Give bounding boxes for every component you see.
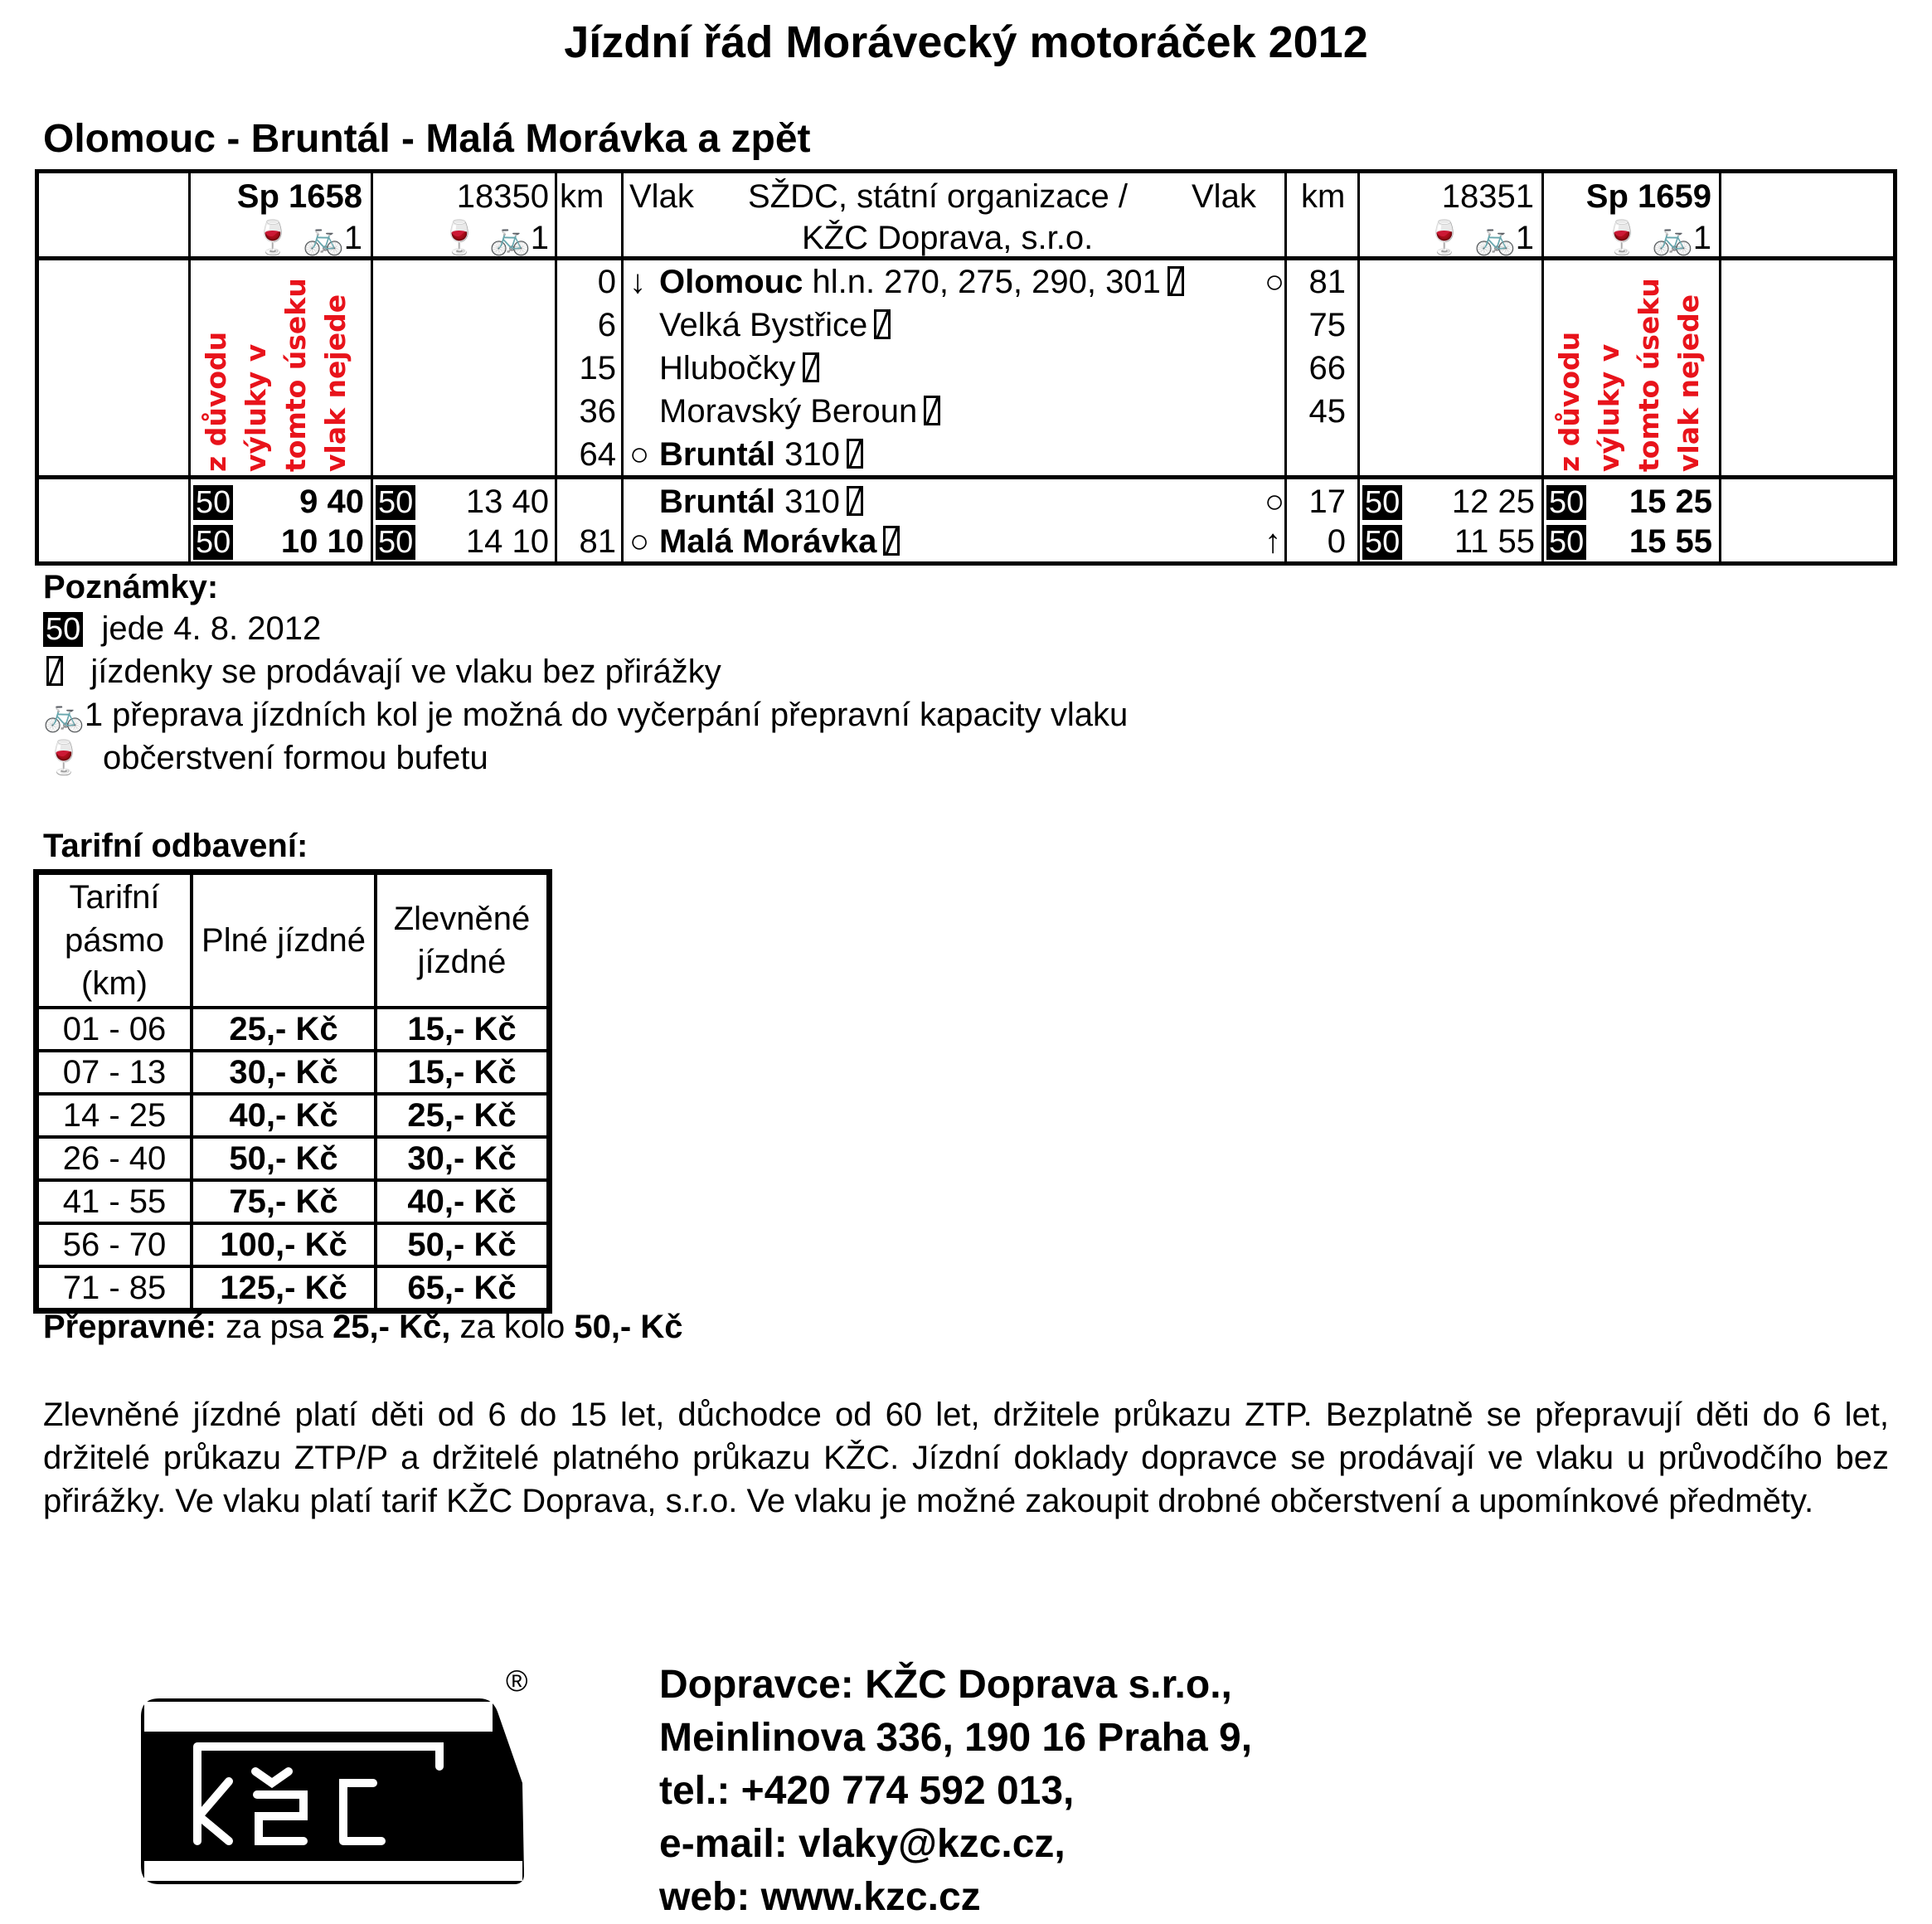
station-bruntal-2: Bruntál 310 [659, 480, 863, 523]
timetable [35, 169, 1897, 566]
time-value: 10 10 [280, 523, 364, 560]
badge-50: 50 [1546, 525, 1586, 560]
station-moravsky-beroun: Moravský Beroun [659, 390, 940, 433]
ticket-icon [874, 309, 891, 339]
ticket-icon [924, 396, 940, 425]
carrier-name: Dopravce: KŽC Doprava s.r.o., [659, 1663, 1232, 1707]
note-item: 🚲1 přeprava jízdních kol je možná do vyčerpání přepravní kapacity vlaku [43, 697, 1129, 733]
km-value: 66 [1308, 350, 1346, 386]
operator-line2: KŽC Doprava, s.r.o. [802, 220, 1094, 256]
registered-mark: ® [506, 1664, 528, 1698]
carrier-phone: tel.: +420 774 592 013, [659, 1769, 1075, 1813]
train-icons: 🍷 🚲1 [439, 220, 549, 256]
table-row: 71 - 85 125,- Kč 65,- Kč [36, 1266, 550, 1311]
badge-50: 50 [376, 525, 415, 560]
badge-50: 50 [193, 525, 233, 560]
km-header: km [560, 178, 604, 215]
station-hlubocky: Hlubočky [659, 347, 819, 390]
ticket-icon [847, 439, 863, 469]
column-header: Tarifní pásmo (km) [36, 872, 192, 1008]
km-value: 45 [1308, 393, 1346, 430]
km-value: 64 [579, 436, 616, 473]
ticket-icon [46, 656, 63, 686]
vlak-right: Vlak [1192, 178, 1256, 215]
tariff-table [33, 869, 552, 1314]
note-item: 50 jede 4. 8. 2012 [43, 607, 321, 650]
train-icons: 🍷 🚲1 [252, 220, 362, 256]
table-row: 07 - 13 30,- Kč 15,- Kč [36, 1051, 550, 1094]
train-icons: 🍷 🚲1 [1424, 220, 1534, 256]
badge-50: 50 [1362, 485, 1402, 520]
km-header-right: km [1301, 178, 1346, 215]
note-item: jízdenky se prodávají ve vlaku bez přirážky [43, 650, 721, 693]
closure-note-back: z důvodu výluky v tomto úseku vlak nejede [1553, 278, 1705, 472]
page-title: Jízdní řád Morávecký motoráček 2012 [564, 17, 1368, 67]
circle-icon: ○ [1265, 264, 1285, 300]
train-sp1659: Sp 1659 [1585, 178, 1711, 215]
ticket-icon [883, 526, 900, 556]
note-item: 🍷 občerstvení formou bufetu [43, 740, 488, 776]
km-value: 17 [1308, 483, 1346, 520]
table-row: 14 - 25 40,- Kč 25,- Kč [36, 1094, 550, 1137]
km-value: 75 [1308, 307, 1346, 343]
route-title: Olomouc - Bruntál - Malá Morávka a zpět [43, 117, 811, 161]
table-row: 26 - 40 50,- Kč 30,- Kč [36, 1137, 550, 1180]
table-row: 01 - 06 25,- Kč 15,- Kč [36, 1008, 550, 1051]
ticket-icon [1167, 266, 1184, 296]
table-row: 56 - 70 100,- Kč 50,- Kč [36, 1223, 550, 1266]
carriage-fees: Přepravné: za psa 25,- Kč, za kolo 50,- Kč [43, 1309, 683, 1345]
station-velka-bystrice: Velká Bystřice [659, 304, 891, 347]
km-value: 6 [597, 307, 616, 343]
badge-50: 50 [1362, 525, 1402, 560]
arrow-down-icon: ↓ [629, 264, 646, 300]
km-value: 0 [1327, 523, 1346, 560]
arrow-up-icon: ↑ [1265, 523, 1281, 560]
table-row: 41 - 55 75,- Kč 40,- Kč [36, 1180, 550, 1223]
carrier-address: Meinlinova 336, 190 16 Praha 9, [659, 1716, 1253, 1760]
vlak-left: Vlak [629, 178, 694, 215]
glass-icon: 🍷 [43, 740, 85, 776]
train-sp1658: Sp 1658 [236, 178, 362, 215]
km-value: 81 [1308, 264, 1346, 300]
time-value: 14 10 [465, 523, 549, 560]
km-value: 36 [579, 393, 616, 430]
column-header: Plné jízdné [192, 872, 376, 1008]
time-value: 12 25 [1451, 483, 1535, 520]
station-bruntal: Bruntál 310 [659, 433, 863, 476]
bike-icon: 🚲 [43, 697, 85, 733]
km-value: 15 [579, 350, 616, 386]
badge-50: 50 [1546, 485, 1586, 520]
km-value: 0 [597, 264, 616, 300]
operator-line1: SŽDC, státní organizace / [748, 178, 1128, 215]
badge-50: 50 [43, 612, 83, 647]
circle-icon: ○ [629, 436, 650, 473]
time-value: 15 25 [1629, 483, 1712, 520]
ticket-icon [803, 352, 819, 382]
train-18351: 18351 [1441, 178, 1534, 215]
kzc-logo [133, 1664, 531, 1891]
closure-note-out: z důvodu výluky v tomto úseku vlak nejede [200, 278, 352, 472]
carrier-web: web: www.kzc.cz [659, 1875, 981, 1919]
notes-heading: Poznámky: [43, 569, 219, 605]
badge-50: 50 [376, 485, 415, 520]
time-value: 11 55 [1454, 523, 1535, 560]
fare-info-paragraph: Zlevněné jízdné platí děti od 6 do 15 let, důchodce od 60 let, držitele průkazu ZTP. Bezplatně se přepravují děti do 6 let, držitelé průkazu ZTP/P a držitelé platného průkazu KŽC. Jízdní doklady dopravce se prodávají ve vlaku u průvodčího bez přirážky. Ve vlaku platí tarif KŽC Doprava, s.r.o. Ve vlaku je možné zakoupit drobné občerstvení a upomínkové předměty. [43, 1397, 1889, 1519]
time-value: 15 55 [1629, 523, 1712, 560]
station-olomouc: Olomouc hl.n. 270, 275, 290, 301 [659, 260, 1184, 304]
circle-icon: ○ [1265, 483, 1285, 520]
badge-50: 50 [193, 485, 233, 520]
station-mala-moravka: Malá Morávka [659, 520, 900, 563]
time-value: 13 40 [465, 483, 549, 520]
circle-icon: ○ [629, 523, 650, 560]
ticket-icon [847, 486, 863, 516]
time-value: 9 40 [299, 483, 364, 520]
column-header: Zlevněné jízdné [376, 872, 550, 1008]
row-bruntal-times-out [193, 480, 233, 523]
km-value: 81 [579, 523, 616, 560]
carrier-email: e-mail: vlaky@kzc.cz, [659, 1822, 1066, 1866]
train-18350: 18350 [456, 178, 549, 215]
contact-block [659, 1659, 1252, 1924]
tariff-heading: Tarifní odbavení: [43, 828, 308, 864]
train-icons: 🍷 🚲1 [1601, 220, 1711, 256]
